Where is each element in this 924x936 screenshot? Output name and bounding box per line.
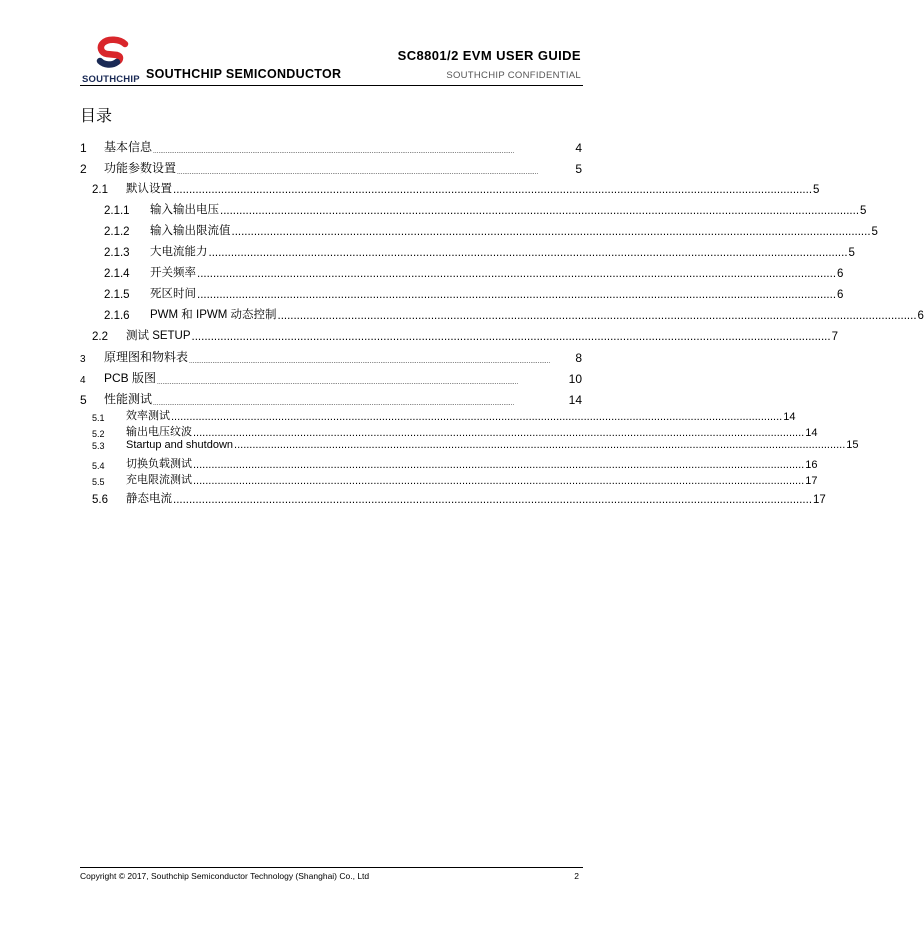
toc-leader-dots: ........................................................................................................................................................................................................ — [208, 247, 848, 259]
toc-entry[interactable] — [92, 439, 859, 451]
footer-page-number: 2 — [574, 871, 579, 881]
southchip-logo — [82, 38, 144, 84]
toc-entry-title: 开关频率 — [150, 267, 196, 279]
toc-entry-page: 8 — [575, 351, 582, 365]
toc-entry-title: 效率测试 — [126, 410, 170, 422]
toc-entry-number: 5.3 — [92, 441, 105, 451]
toc-entry-title: PWM 和 IPWM 动态控制 — [150, 309, 277, 321]
toc-entry-page: 16 — [805, 459, 818, 471]
toc-entry-title: 测试 SETUP — [126, 330, 191, 342]
toc-entry-number: 5.6 — [92, 494, 108, 506]
toc-entry-number: 2.1.6 — [104, 310, 130, 322]
toc-entry-title: 默认设置 — [126, 183, 172, 195]
toc-entry-page: 5 — [575, 162, 582, 176]
toc-leader-dots: ........................................................................................................................................................................................................ — [197, 289, 837, 301]
toc-entry-page: 15 — [846, 439, 859, 451]
toc-entry-number: 2.1.3 — [104, 247, 130, 259]
toc-entry-title: PCB 版图 — [104, 371, 157, 385]
toc-leader-dots: ........................................................................................................................................................................................................ — [191, 331, 831, 343]
toc-leader-dots: ........................................................................................................................................................................................................ — [173, 184, 813, 196]
toc-leader-dots: ........................................................................................................................................................................................................ — [171, 411, 783, 423]
company-name: SOUTHCHIP SEMICONDUCTOR — [146, 67, 342, 81]
southchip-logo-icon — [96, 38, 130, 72]
toc-entry-title: 输出电压纹波 — [126, 426, 192, 438]
toc-entry-title: 基本信息 — [104, 140, 153, 154]
toc-entry-number: 2.2 — [92, 331, 108, 343]
toc-entry-title: 原理图和物料表 — [104, 350, 189, 364]
toc-entry[interactable] — [92, 455, 818, 471]
toc-leader-dots: ........................................................................................................................................................................................................ — [197, 268, 837, 280]
toc-entry-number: 4 — [80, 375, 86, 386]
toc-entry-title: 输入输出电压 — [150, 204, 219, 216]
toc-entry-number: 5.5 — [92, 477, 105, 487]
toc-entry-number: 2.1.4 — [104, 268, 130, 280]
toc-entry-page: 17 — [813, 494, 826, 506]
toc-leader-dots: ........................................................................................................................................................................................................ — [231, 226, 871, 238]
toc-entry[interactable] — [80, 138, 582, 155]
toc-entry[interactable] — [104, 264, 844, 280]
toc-leader-dots: ........................................................................................................................................................................................................ — [153, 148, 515, 155]
toc-entry[interactable] — [80, 390, 582, 407]
toc-leader-dots: ........................................................................................................................................................................................................ — [189, 358, 551, 365]
toc-entry-title: 大电流能力 — [150, 246, 208, 258]
toc-entry-page: 5 — [871, 226, 878, 238]
header-divider — [80, 85, 583, 86]
toc-leader-dots: ........................................................................................................................................................................................................ — [157, 379, 519, 386]
footer-copyright: Copyright © 2017, Southchip Semiconductor Technology (Shanghai) Co., Ltd — [80, 871, 370, 881]
toc-leader-dots: ........................................................................................................................................................................................................ — [234, 439, 846, 451]
toc-entry[interactable] — [80, 159, 582, 176]
toc-entry-page: 10 — [568, 372, 582, 386]
toc-entry-page: 14 — [805, 427, 818, 439]
toc-entry-title: 输入输出限流值 — [150, 225, 231, 237]
toc-entry-page: 5 — [813, 184, 820, 196]
toc-entry[interactable] — [92, 407, 796, 423]
toc-entry-number: 5 — [80, 393, 87, 407]
toc-leader-dots: ........................................................................................................................................................................................................ — [220, 205, 860, 217]
toc-entry-title: Startup and shutdown — [126, 439, 234, 451]
toc-entry[interactable] — [92, 423, 818, 439]
toc-entry[interactable] — [104, 243, 855, 259]
toc-entry[interactable] — [80, 348, 582, 365]
toc-leader-dots: ........................................................................................................................................................................................................ — [193, 475, 805, 487]
toc-entry-title: 静态电流 — [126, 493, 172, 505]
toc-entry[interactable] — [92, 180, 820, 196]
toc-entry-page: 6 — [837, 268, 844, 280]
toc-entry-number: 2.1.2 — [104, 226, 130, 238]
toc-entry-number: 3 — [80, 354, 86, 365]
toc-entry-title: 切换负载测试 — [126, 458, 192, 470]
toc-leader-dots: ........................................................................................................................................................................................................ — [153, 400, 515, 407]
toc-entry[interactable] — [104, 285, 844, 301]
toc-entry-page: 17 — [805, 475, 818, 487]
toc-leader-dots: ........................................................................................................................................................................................................ — [193, 427, 805, 439]
toc-entry[interactable] — [92, 490, 826, 506]
toc-entry-page: 6 — [917, 310, 924, 322]
document-title: SC8801/2 EVM USER GUIDE — [397, 48, 581, 63]
toc-entry-number: 2.1.1 — [104, 205, 130, 217]
toc-heading: 目录 — [80, 108, 113, 125]
toc-entry-number: 2 — [80, 162, 87, 176]
toc-entry-page: 5 — [848, 247, 855, 259]
toc-entry-page: 14 — [783, 411, 796, 423]
toc-leader-dots: ........................................................................................................................................................................................................ — [277, 310, 917, 322]
toc-entry-page: 6 — [837, 289, 844, 301]
confidential-label: SOUTHCHIP CONFIDENTIAL — [446, 70, 581, 81]
toc-entry[interactable] — [104, 201, 867, 217]
toc-entry-number: 5.4 — [92, 461, 105, 471]
toc-entry[interactable] — [80, 369, 582, 386]
toc-entry-page: 5 — [860, 205, 867, 217]
toc-entry[interactable] — [104, 306, 924, 322]
toc-entry[interactable] — [104, 222, 878, 238]
toc-entry-page: 14 — [568, 393, 582, 407]
footer-divider — [80, 867, 583, 868]
toc-entry-number: 2.1 — [92, 184, 108, 196]
page-header — [80, 36, 583, 86]
toc-entry-number: 2.1.5 — [104, 289, 130, 301]
toc-entry-page: 4 — [575, 141, 582, 155]
logo-text: SOUTHCHIP — [82, 74, 140, 85]
toc-entry-number: 5.1 — [92, 413, 105, 423]
toc-entry-title: 功能参数设置 — [104, 161, 177, 175]
toc-entry[interactable] — [92, 327, 838, 343]
toc-leader-dots: ........................................................................................................................................................................................................ — [193, 459, 805, 471]
toc-entry-title: 充电限流测试 — [126, 474, 192, 486]
toc-entry-number: 5.2 — [92, 429, 105, 439]
toc-leader-dots: ........................................................................................................................................................................................................ — [177, 169, 539, 176]
toc-entry-title: 性能测试 — [104, 392, 153, 406]
toc-entry-number: 1 — [80, 141, 87, 155]
toc-leader-dots: ........................................................................................................................................................................................................ — [173, 494, 813, 506]
toc-entry[interactable] — [92, 471, 818, 487]
toc-entry-page: 7 — [831, 331, 838, 343]
toc-entry-title: 死区时间 — [150, 288, 196, 300]
